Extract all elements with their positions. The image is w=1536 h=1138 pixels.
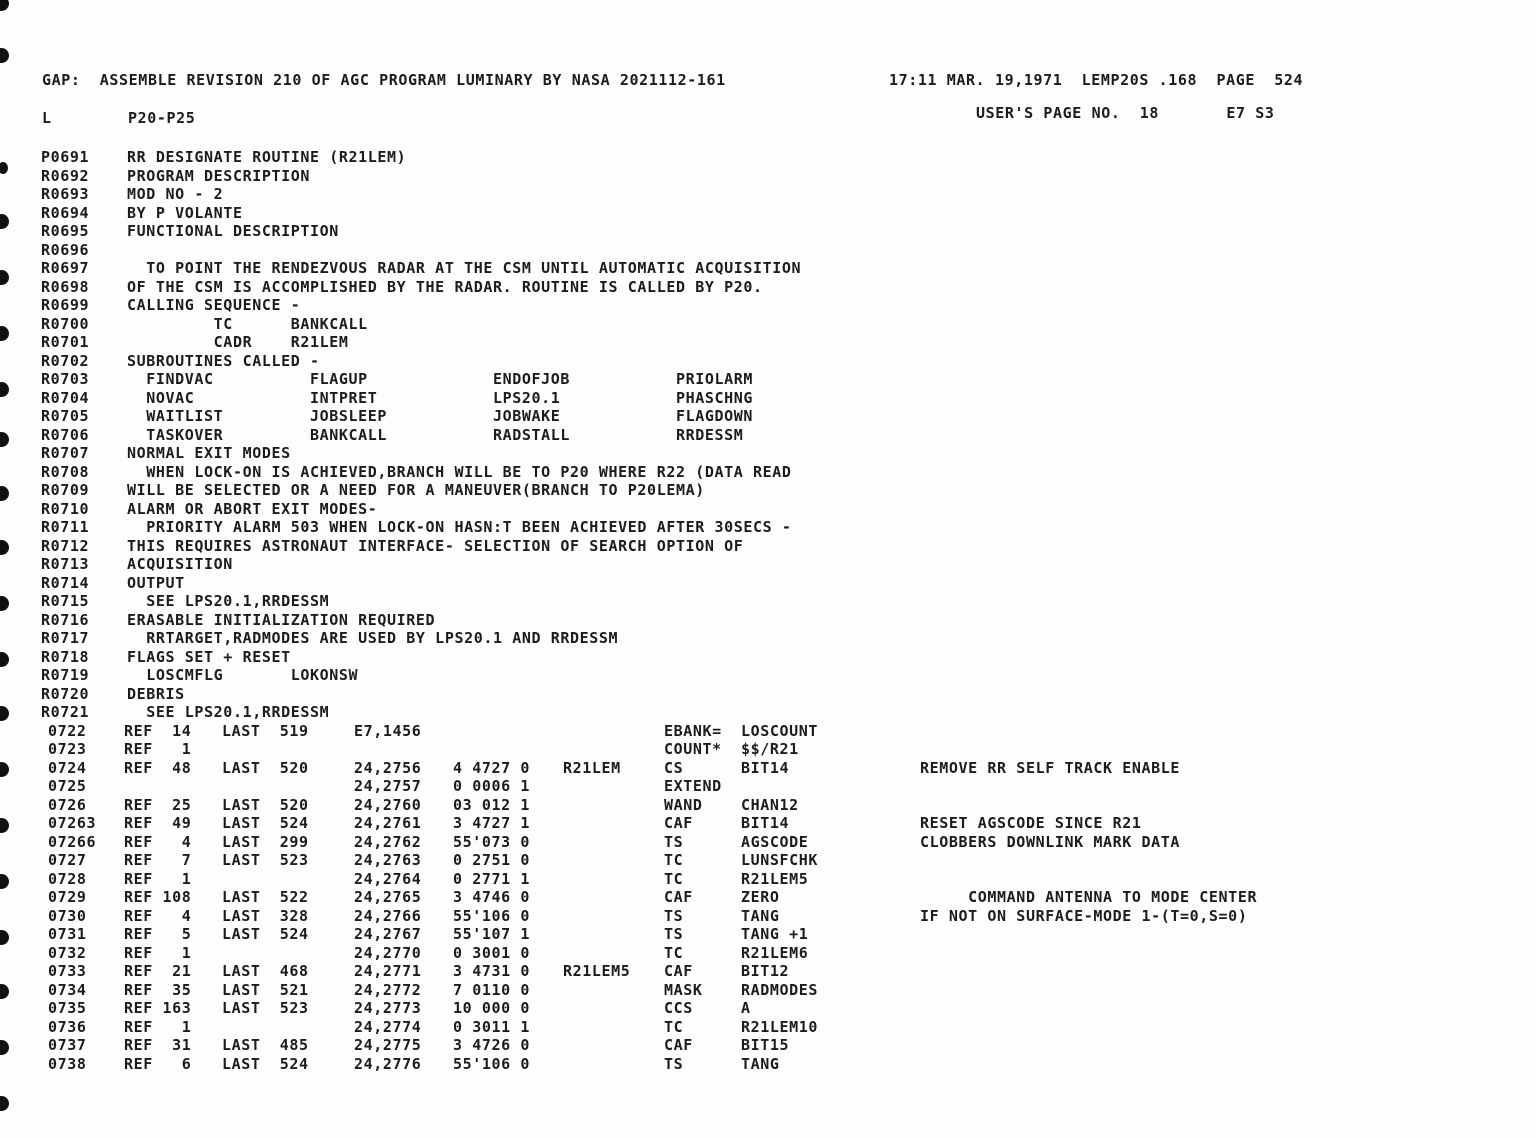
octal-word: 3 4726 0 — [453, 1036, 531, 1054]
comment-text: SEE LPS20.1,RRDESSM — [127, 703, 330, 721]
octal-word: 0 3001 0 — [453, 943, 531, 962]
opcode: TC — [664, 943, 684, 962]
address: 24,2770 — [354, 943, 422, 962]
last-ref: LAST 523 — [222, 999, 309, 1017]
ref-count: REF 1 — [124, 740, 192, 758]
ref-count: REF 6 — [124, 1054, 192, 1073]
ref-count: REF 4 — [124, 832, 192, 851]
ref-count: REF 1 — [124, 869, 192, 888]
address: 24,2764 — [354, 869, 422, 888]
ref-count: REF 7 — [124, 851, 192, 869]
address: 24,2775 — [354, 1036, 422, 1054]
line-number: 0729 — [48, 888, 87, 906]
line-number: R0713 — [41, 555, 90, 573]
code-comment: COMMAND ANTENNA TO MODE CENTER — [920, 888, 1258, 906]
comment-text: FUNCTIONAL DESCRIPTION — [127, 222, 339, 240]
line-number: R0716 — [41, 610, 90, 629]
line-number: R0721 — [41, 703, 90, 721]
comment-text: OUTPUT — [127, 573, 185, 592]
operand: BIT14 — [741, 758, 790, 777]
last-ref: LAST 524 — [222, 814, 309, 832]
line-number: 07263 — [48, 814, 97, 832]
address: 24,2767 — [354, 925, 422, 943]
opcode: CAF — [664, 814, 693, 832]
opcode: COUNT* — [664, 740, 722, 758]
line-number: 0735 — [48, 999, 87, 1017]
operand: BIT14 — [741, 814, 790, 832]
line-number: 0728 — [48, 869, 87, 888]
comment-text: WAITLIST JOBSLEEP JOBWAKE FLAGDOWN — [127, 407, 753, 425]
address: 24,2773 — [354, 999, 422, 1017]
ref-count: REF 1 — [124, 1017, 192, 1036]
line-number: 0738 — [48, 1054, 87, 1073]
listing-header-left: GAP: ASSEMBLE REVISION 210 OF AGC PROGRAM LUMINARY BY NASA 2021112-161 — [42, 71, 726, 89]
line-number: R0692 — [41, 166, 90, 185]
address: 24,2756 — [354, 758, 422, 777]
line-number: 0725 — [48, 777, 87, 795]
comment-text: PRIORITY ALARM 503 WHEN LOCK-ON HASN:T BEEN ACHIEVED AFTER 30SECS - — [127, 518, 792, 536]
binder-hole — [0, 432, 9, 447]
comment-text: ACQUISITION — [127, 555, 233, 573]
ref-count: REF 1 — [124, 943, 192, 962]
last-ref: LAST 520 — [222, 795, 309, 814]
line-number: 0724 — [48, 758, 87, 777]
comment-text: NOVAC INTPRET LPS20.1 PHASCHNG — [127, 388, 753, 407]
line-number: R0709 — [41, 481, 90, 499]
line-number: R0714 — [41, 573, 90, 592]
binder-hole — [0, 48, 9, 63]
last-ref: LAST 299 — [222, 832, 309, 851]
comment-text: SEE LPS20.1,RRDESSM — [127, 592, 330, 610]
code-comment: RESET AGSCODE SINCE R21 — [920, 814, 1142, 832]
operand: CHAN12 — [741, 795, 799, 814]
opcode: TS — [664, 906, 684, 925]
line-number: 0723 — [48, 740, 87, 758]
opcode: TS — [664, 925, 684, 943]
comment-text: MOD NO - 2 — [127, 185, 224, 203]
octal-word: 0 0006 1 — [453, 777, 531, 795]
comment-text: ALARM OR ABORT EXIT MODES- — [127, 499, 378, 518]
listing-subheader-section: P20-P25 — [128, 109, 196, 127]
comment-text: WHEN LOCK-ON IS ACHIEVED,BRANCH WILL BE TO P20 WHERE R22 (DATA READ — [127, 462, 792, 481]
ref-count: REF 25 — [124, 795, 192, 814]
binder-hole — [0, 0, 9, 11]
binder-hole — [0, 1096, 9, 1111]
binder-hole — [0, 818, 9, 833]
line-number: 0737 — [48, 1036, 87, 1054]
opcode: TS — [664, 1054, 684, 1073]
address: 24,2774 — [354, 1017, 422, 1036]
line-number: P0691 — [41, 148, 90, 166]
line-number: R0715 — [41, 592, 90, 610]
address: 24,2760 — [354, 795, 422, 814]
address: 24,2762 — [354, 832, 422, 851]
opcode: TS — [664, 832, 684, 851]
opcode: WAND — [664, 795, 703, 814]
opcode: TC — [664, 869, 684, 888]
octal-word: 55'107 1 — [453, 925, 531, 943]
binder-hole — [0, 326, 9, 341]
ref-count: REF 14 — [124, 721, 192, 740]
line-number: 0731 — [48, 925, 87, 943]
line-number: R0698 — [41, 277, 90, 296]
line-number: R0695 — [41, 222, 90, 240]
octal-word: 4 4727 0 — [453, 758, 531, 777]
line-number: R0703 — [41, 370, 90, 388]
last-ref: LAST 521 — [222, 980, 309, 999]
comment-text: TO POINT THE RENDEZVOUS RADAR AT THE CSM UNTIL AUTOMATIC ACQUISITION — [127, 259, 802, 277]
comment-text: LOSCMFLG LOKONSW — [127, 666, 359, 684]
octal-word: 7 0110 0 — [453, 980, 531, 999]
address: 24,2771 — [354, 962, 422, 980]
comment-text: NORMAL EXIT MODES — [127, 444, 291, 462]
last-ref: LAST 524 — [222, 1054, 309, 1073]
address: 24,2761 — [354, 814, 422, 832]
operand: R21LEM5 — [741, 869, 809, 888]
binder-hole — [0, 382, 9, 397]
operand: A — [741, 999, 751, 1017]
opcode: TC — [664, 851, 684, 869]
line-number: 0734 — [48, 980, 87, 999]
comment-text: BY P VOLANTE — [127, 203, 243, 222]
operand: LOSCOUNT — [741, 721, 819, 740]
binder-hole — [0, 486, 9, 501]
address: 24,2763 — [354, 851, 422, 869]
comment-text: FINDVAC FLAGUP ENDOFJOB PRIOLARM — [127, 370, 753, 388]
line-number: 07266 — [48, 832, 97, 851]
line-number: R0718 — [41, 647, 90, 666]
last-ref: LAST 468 — [222, 962, 309, 980]
line-number: R0712 — [41, 536, 90, 555]
operand: TANG — [741, 906, 780, 925]
line-number: 0726 — [48, 795, 87, 814]
octal-word: 3 4731 0 — [453, 962, 531, 980]
line-number: 0730 — [48, 906, 87, 925]
binder-hole — [0, 762, 9, 777]
binder-hole — [0, 1040, 9, 1055]
octal-word: 10 000 0 — [453, 999, 531, 1017]
line-number: R0717 — [41, 629, 90, 647]
ref-count: REF 49 — [124, 814, 192, 832]
binder-hole — [0, 162, 8, 174]
ref-count: REF 108 — [124, 888, 192, 906]
line-number: R0694 — [41, 203, 90, 222]
line-number: R0702 — [41, 351, 90, 370]
opcode: MASK — [664, 980, 703, 999]
line-number: R0700 — [41, 314, 90, 333]
binder-hole — [0, 596, 9, 611]
line-number: R0708 — [41, 462, 90, 481]
line-number: R0699 — [41, 296, 90, 314]
last-ref: LAST 328 — [222, 906, 309, 925]
code-comment: CLOBBERS DOWNLINK MARK DATA — [920, 832, 1181, 851]
opcode: CS — [664, 758, 684, 777]
binder-hole — [0, 540, 9, 555]
last-ref: LAST 485 — [222, 1036, 309, 1054]
octal-word: 0 2771 1 — [453, 869, 531, 888]
ref-count: REF 21 — [124, 962, 192, 980]
ref-count: REF 5 — [124, 925, 192, 943]
line-number: R0696 — [41, 240, 90, 259]
ref-count: REF 48 — [124, 758, 192, 777]
listing-subheader-left: L — [42, 109, 52, 127]
address: 24,2766 — [354, 906, 422, 925]
operand: R21LEM10 — [741, 1017, 819, 1036]
listing-header-right: 17:11 MAR. 19,1971 LEMP20S .168 PAGE 524 — [889, 71, 1304, 89]
label: R21LEM — [563, 758, 621, 777]
operand: TANG +1 — [741, 925, 809, 943]
comment-text: RRTARGET,RADMODES ARE USED BY LPS20.1 AND RRDESSM — [127, 629, 619, 647]
operand: ZERO — [741, 888, 780, 906]
line-number: 0727 — [48, 851, 87, 869]
operand: LUNSFCHK — [741, 851, 819, 869]
code-comment: IF NOT ON SURFACE-MODE 1-(T=0,S=0) — [920, 906, 1248, 925]
code-comment: REMOVE RR SELF TRACK ENABLE — [920, 758, 1181, 777]
opcode: CCS — [664, 999, 693, 1017]
opcode: CAF — [664, 888, 693, 906]
comment-text: PROGRAM DESCRIPTION — [127, 166, 310, 185]
comment-text: THIS REQUIRES ASTRONAUT INTERFACE- SELECTION OF SEARCH OPTION OF — [127, 536, 744, 555]
binder-hole — [0, 652, 9, 667]
octal-word: 0 2751 0 — [453, 851, 531, 869]
octal-word: 55'106 0 — [453, 1054, 531, 1073]
line-number: R0701 — [41, 333, 90, 351]
operand: TANG — [741, 1054, 780, 1073]
line-number: R0704 — [41, 388, 90, 407]
operand: BIT12 — [741, 962, 790, 980]
line-number: R0706 — [41, 425, 90, 444]
octal-word: 3 4746 0 — [453, 888, 531, 906]
comment-text: DEBRIS — [127, 684, 185, 703]
line-number: 0736 — [48, 1017, 87, 1036]
line-number: R0693 — [41, 185, 90, 203]
last-ref: LAST 519 — [222, 721, 309, 740]
opcode: EBANK= — [664, 721, 722, 740]
last-ref: LAST 520 — [222, 758, 309, 777]
comment-text: CALLING SEQUENCE - — [127, 296, 301, 314]
line-number: R0711 — [41, 518, 90, 536]
operand: BIT15 — [741, 1036, 790, 1054]
operand: $$/R21 — [741, 740, 799, 758]
comment-text: TASKOVER BANKCALL RADSTALL RRDESSM — [127, 425, 744, 444]
comment-text: WILL BE SELECTED OR A NEED FOR A MANEUVER(BRANCH TO P20LEMA) — [127, 481, 705, 499]
line-number: 0722 — [48, 721, 87, 740]
ref-count: REF 4 — [124, 906, 192, 925]
opcode: CAF — [664, 962, 693, 980]
comment-text: OF THE CSM IS ACCOMPLISHED BY THE RADAR. ROUTINE IS CALLED BY P20. — [127, 277, 763, 296]
line-number: R0707 — [41, 444, 90, 462]
address: 24,2772 — [354, 980, 422, 999]
last-ref: LAST 523 — [222, 851, 309, 869]
binder-hole — [0, 214, 9, 229]
binder-hole — [0, 270, 9, 285]
opcode: CAF — [664, 1036, 693, 1054]
comment-text: RR DESIGNATE ROUTINE (R21LEM) — [127, 148, 407, 166]
operand: R21LEM6 — [741, 943, 809, 962]
comment-text: TC BANKCALL — [127, 314, 368, 333]
comment-text: CADR R21LEM — [127, 333, 349, 351]
opcode: TC — [664, 1017, 684, 1036]
line-number: 0733 — [48, 962, 87, 980]
line-number: R0720 — [41, 684, 90, 703]
line-number: R0705 — [41, 407, 90, 425]
binder-hole — [0, 930, 9, 945]
line-number: R0710 — [41, 499, 90, 518]
octal-word: 3 4727 1 — [453, 814, 531, 832]
line-number: R0719 — [41, 666, 90, 684]
octal-word: 0 3011 1 — [453, 1017, 531, 1036]
line-number: 0732 — [48, 943, 87, 962]
last-ref: LAST 522 — [222, 888, 309, 906]
comment-text: ERASABLE INITIALIZATION REQUIRED — [127, 610, 436, 629]
listing-subheader-right: USER'S PAGE NO. 18 E7 S3 — [976, 104, 1275, 122]
address: E7,1456 — [354, 721, 422, 740]
address: 24,2776 — [354, 1054, 422, 1073]
ref-count: REF 31 — [124, 1036, 192, 1054]
line-number: R0697 — [41, 259, 90, 277]
operand: AGSCODE — [741, 832, 809, 851]
ref-count: REF 35 — [124, 980, 192, 999]
last-ref: LAST 524 — [222, 925, 309, 943]
comment-text: SUBROUTINES CALLED - — [127, 351, 320, 370]
octal-word: 55'073 0 — [453, 832, 531, 851]
operand: RADMODES — [741, 980, 819, 999]
opcode: EXTEND — [664, 777, 722, 795]
label: R21LEM5 — [563, 962, 631, 980]
octal-word: 03 012 1 — [453, 795, 531, 814]
comment-text: FLAGS SET + RESET — [127, 647, 291, 666]
ref-count: REF 163 — [124, 999, 192, 1017]
binder-hole — [0, 984, 9, 999]
octal-word: 55'106 0 — [453, 906, 531, 925]
address: 24,2765 — [354, 888, 422, 906]
binder-hole — [0, 706, 9, 721]
binder-hole — [0, 874, 9, 889]
address: 24,2757 — [354, 777, 422, 795]
